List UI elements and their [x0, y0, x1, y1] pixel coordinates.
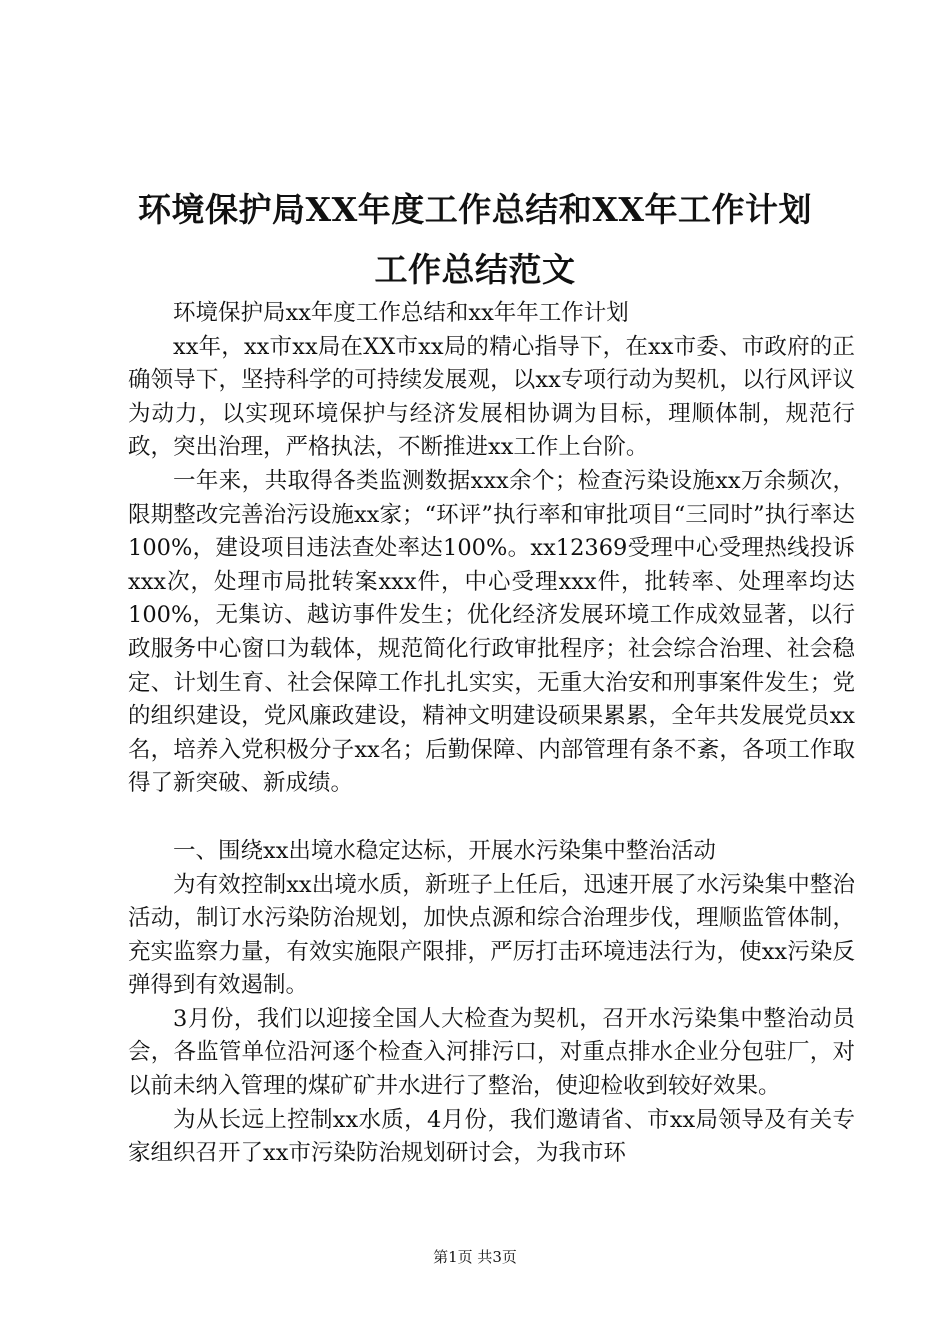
- april-paragraph: 为从长远上控制xx水质，4月份，我们邀请省、市xx局领导及有关专家组织召开了xx市污染防治规划研讨会，为我市环: [128, 1106, 855, 1167]
- subtitle-paragraph: 环境保护局xx年度工作总结和xx年年工作计划: [173, 300, 629, 326]
- document-body: [128, 297, 855, 1171]
- march-paragraph: 3月份，我们以迎接全国人大检查为契机，召开水污染集中整治动员会，各监管单位沿河逐个检查入河排污口，对重点排水企业分包驻厂，对以前未纳入管理的煤矿矿井水进行了整治，使迎检收到较好效果。: [128, 1005, 855, 1100]
- document-title-line-2: 工作总结范文: [374, 250, 576, 289]
- document-title-line-1: 环境保护局XX年度工作总结和XX年工作计划: [138, 190, 812, 229]
- page-number-footer: 第1页 共3页: [433, 1248, 517, 1266]
- section-heading-1: 一、围绕xx出境水稳定达标，开展水污染集中整治活动: [173, 837, 716, 864]
- water-control-paragraph: 为有效控制xx出境水质，新班子上任后，迅速开展了水污染集中整治活动，制订水污染防治规划，加快点源和综合治理步伐，理顺监管体制，充实监察力量，有效实施限产限排，严厉打击环境违法行为，使xx污染反弹得到有效遏制。: [128, 871, 855, 999]
- achievements-paragraph: 一年来，共取得各类监测数据xxx余个；检查污染设施xx万余频次，限期整改完善治污设施xx家；“环评”执行率和审批项目“三同时”执行率达100%，建设项目违法查处率达100%。xx12369受理中心受理热线投诉xxx次，处理市局批转案xxx件，中心受理xxx件，批转率、处理率均达100%，无集访、越访事件发生；优化经济发展环境工作成效显著，以行政服务中心窗口为载体，规范简化行政审批程序；社会综合治理、社会稳定、计划生育、社会保障工作扎扎实实，无重大治安和刑事案件发生；党的组织建设，党风廉政建设，精神文明建设硕果累累，全年共发展党员xx名，培养入党积极分子xx名；后勤保障、内部管理有条不紊，各项工作取得了新突破、新成绩。: [128, 467, 855, 797]
- intro-paragraph: xx年，xx市xx局在XX市xx局的精心指导下，在xx市委、市政府的正确领导下，坚持科学的可持续发展观，以xx专项行动为契机，以行风评议为动力，以实现环境保护与经济发展相协调为目标，理顺体制，规范行政，突出治理，严格执法，不断推进xx工作上台阶。: [128, 333, 855, 461]
